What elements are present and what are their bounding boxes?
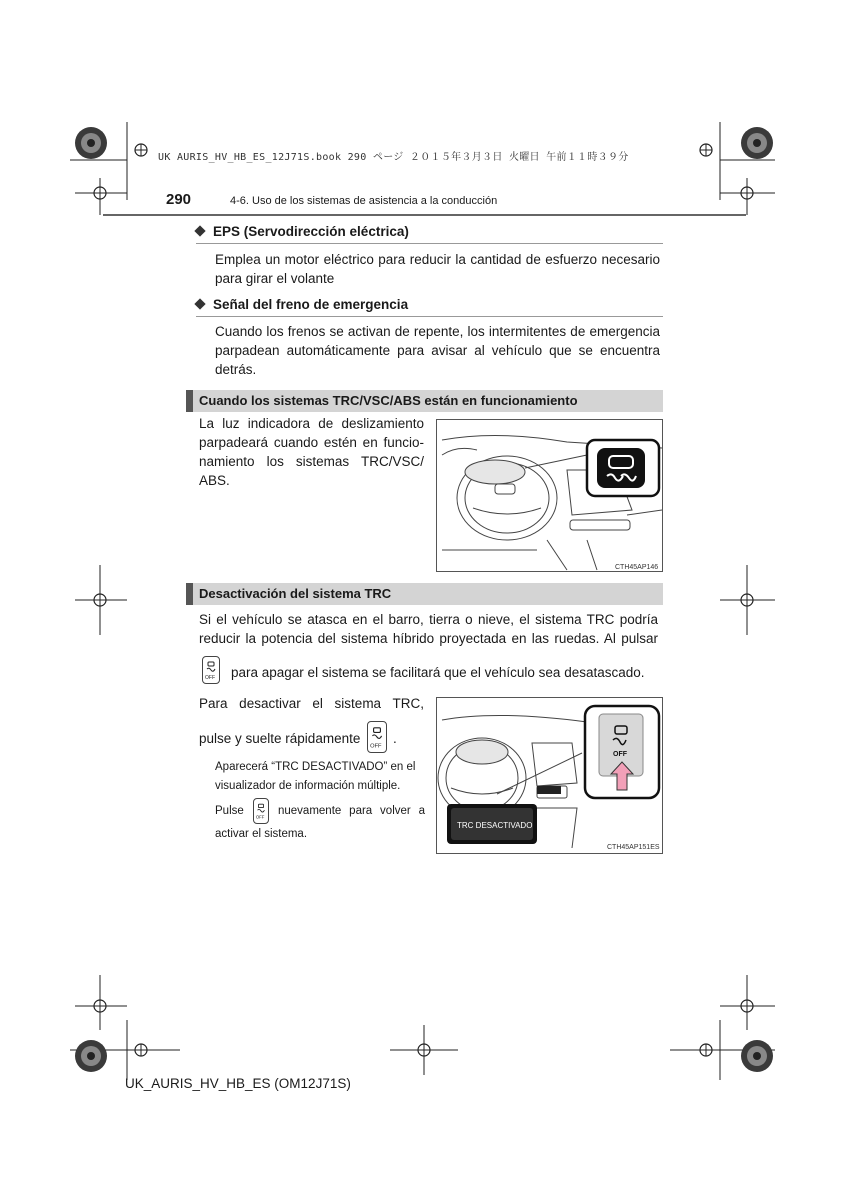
text-line: reducir la potencia del sistema híbrido proyectada en las ruedas. Al pulsar [199,631,658,646]
header-rule [103,214,746,216]
trc-off-button-icon-inline [367,721,387,753]
note-trc-display [215,758,425,796]
section-heading-trc-operation [186,390,663,412]
text-line: parpadeará cuando estén en funcio- [199,435,424,450]
text-line: Cuando los frenos se activan de repente, los intermitentes de emergencia [215,324,660,339]
trc-off-icon [367,721,387,753]
item-body-eps [215,250,660,288]
section2-body [199,610,658,648]
trc-off-button-icon-note [253,798,269,824]
icon-off-label: OFF [205,675,215,681]
text-line: namiento los sistemas TRC/VSC/ [199,454,424,469]
section-heading-text: Cuando los sistemas TRC/VSC/ABS están en funcionamiento [199,393,578,408]
note-reactivate-line2: activar el sistema. [215,828,308,840]
note-reactivate-end: nuevamente para volver a [278,805,425,817]
display-trc-message: TRC DESACTIVADO [457,821,533,830]
trc-off-button-icon [202,656,220,684]
text-line: visualizador de información múltiple. [215,780,401,792]
section1-body [199,414,424,490]
section-heading-text: Desactivación del sistema TRC [199,586,392,601]
item-title-eps [196,224,409,239]
print-info-line: UK AURIS_HV_HB_ES_12J71S.book 290 ページ ２０１５年３月３日 火曜日 午前１１時３９分 [158,152,629,163]
dashboard-illustration [437,420,663,572]
section-heading-trc-deactivation [186,583,663,605]
diamond-bullet-icon [194,298,205,309]
trc-off-icon [202,656,220,684]
item-underline [196,243,663,244]
text-line: para girar el volante [215,271,335,286]
diamond-bullet-icon [194,225,205,236]
text-line: Si el vehículo se atasca en el barro, tierra o nieve, el sistema TRC podría [199,612,658,627]
text-line: La luz indicadora de deslizamiento [199,416,424,431]
item-body-emergency [215,322,660,379]
trc-off-icon [253,798,269,824]
page-number: 290 [166,191,192,208]
item-title-text: EPS (Servodirección eléctrica) [213,224,409,239]
icon-off-label: OFF [370,743,382,750]
deactivate-end: . [393,731,397,746]
deactivate-line1: Para desactivar el sistema TRC, [199,696,424,711]
text-line: detrás. [215,362,257,377]
item-title-text: Señal del freno de emergencia [213,297,409,312]
item-title-emergency [196,297,408,312]
footer-code: UK_AURIS_HV_HB_ES (OM12J71S) [125,1076,351,1091]
deactivate-line2 [199,729,360,748]
text-line: parpadean automáticamente para avisar al vehículo que se encuentra [215,343,660,358]
item-underline [196,316,663,317]
icon-off-label: OFF [255,814,265,820]
figure-code: CTH45AP146 [615,564,659,571]
text-line: Emplea un motor eléctrico para reducir la cantidad de esfuerzo necesario [215,252,660,267]
after-icon-text: para apagar el sistema se facilitará que el vehículo sea desatascado. [231,665,645,680]
text-line: pulse y suelte rápidamente [199,731,361,746]
dashboard-switch-illustration [437,698,663,854]
note-reactivate-start: Pulse [215,805,244,817]
figure-trc-off-switch [436,697,663,854]
switch-off-label: OFF [613,751,627,758]
figure-code: CTH45AP151ES [607,844,660,851]
figure-slip-indicator [436,419,663,572]
text-line: Aparecerá “TRC DESACTIVADO” en el [215,761,416,773]
breadcrumb: 4-6. Uso de los sistemas de asistencia a la conducción [230,195,498,207]
text-line: ABS. [199,473,230,488]
